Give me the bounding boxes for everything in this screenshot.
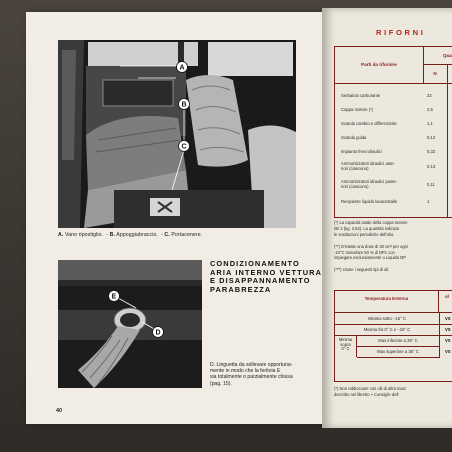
marker-c-label: C <box>181 143 187 151</box>
refill-table <box>334 46 452 218</box>
row-value: 1 <box>427 199 430 204</box>
refill-table-header-blank <box>447 65 452 84</box>
note-line: (***) Usare i seguenti tipi di oli: <box>334 267 390 273</box>
row-value: 0,11 <box>427 182 435 187</box>
heading-line-4: PARABREZZA <box>210 284 272 294</box>
merged-label-line: sopra <box>340 341 351 347</box>
caption-b-text: Appoggiabraccio. <box>116 232 158 238</box>
footer-notes <box>334 386 452 398</box>
car-interior-photo <box>58 40 296 228</box>
sub-row-label: Max inferiore a 35° C <box>357 335 440 347</box>
heading-line-3: E DISAPPANNAMENTO <box>210 276 311 286</box>
row-label: Ammortizzatori idraulici poste- <box>341 179 398 184</box>
row-value: 1,1 <box>427 121 433 126</box>
description-line-1: D. Linguetta da sollevare opportuna- <box>210 362 293 368</box>
caption-b-letter: B. <box>109 232 116 238</box>
section-description <box>210 362 320 387</box>
note-line: le sostituzioni periodiche dell'olio. <box>334 231 395 237</box>
row-label: Coppa motore (*) <box>341 107 374 112</box>
sub-row-value: VS <box>445 338 451 343</box>
refill-table-header-qty: Qua <box>423 47 452 65</box>
marker-b-label: B <box>181 101 187 109</box>
oil-table <box>334 290 452 382</box>
sub-row-label: Max superiore a 35° C <box>357 346 440 358</box>
row-label: Serbatoio carburante <box>341 93 381 98</box>
note-line: litri 2 (kg. 2,63). La quantità indicata <box>334 225 399 231</box>
merged-label-line: Minima <box>338 337 353 342</box>
description-line-3: sia totalmente o parzialmente chiusa <box>210 374 293 381</box>
row-label: riori (ciascuno) <box>341 166 369 171</box>
table-notes <box>334 220 452 273</box>
note-line: impiegare esclusivamente o Liquido DP <box>334 255 406 261</box>
caption-c-text: Portacenere. <box>171 232 203 238</box>
sub-row-value: VS <box>445 349 451 354</box>
note-line: (**) D'estate una dose di 30 cm³ per ogni <box>334 243 408 249</box>
row-value: 22 <box>427 93 432 98</box>
heading-line-2: ARIA INTERNO VETTURA <box>210 267 323 277</box>
row-label: Minima fra 0° C e −15° C <box>335 324 440 335</box>
heading-line-1: CONDIZIONAMENTO <box>210 259 300 268</box>
refill-table-header-n: N <box>423 65 448 84</box>
refill-table-header-parts: Parti da rifornire <box>335 47 424 84</box>
row-value: 0,32 <box>427 149 436 154</box>
caption-a-letter: A. <box>58 232 64 238</box>
row-label: Impianto freni idraulici <box>341 149 382 154</box>
row-value: 0,12 <box>427 135 436 140</box>
marker-d-label: D <box>155 329 161 337</box>
row-value: 0,13 <box>427 164 436 169</box>
marker-e-label: E <box>111 293 117 301</box>
merged-label-line: 0° C <box>341 346 350 352</box>
note-line: -10°C miscelare 50 % di DP1 con <box>334 249 395 255</box>
row-label: Ammortizzatori idraulici ante- <box>341 161 395 166</box>
page-number: 40 <box>56 408 62 414</box>
note-line: (*) La capacità totale della coppa motore <box>334 220 408 225</box>
row-label: Minima sotto −15° C <box>335 313 440 324</box>
marker-a-label: A <box>179 64 185 72</box>
air-vent-illustration <box>58 260 202 388</box>
footer-line: descritto nel libretto « Consigli» dell <box>334 391 399 397</box>
row-value: 2,5 <box>427 107 433 112</box>
description-line-4: (pag. 15). <box>210 380 232 387</box>
row-label: Scatola cambio e differenziale <box>341 121 397 126</box>
footer-line: (*) Non rabboccare con olii di altra marc <box>334 386 407 391</box>
row-value: VS <box>445 327 451 332</box>
photo-caption: A. Vano ripostiglio. - B. Appoggiabraccio. - C. Portacenere. <box>58 232 203 238</box>
refill-table-divider <box>447 83 448 217</box>
car-interior-illustration <box>58 40 296 228</box>
air-vent-photo <box>58 260 202 388</box>
oil-table-header-oil: ol <box>439 291 452 313</box>
merged-temp-label <box>335 335 357 357</box>
right-page <box>322 8 452 428</box>
caption-a-text: Vano ripostiglio. <box>64 232 104 238</box>
description-line-2: mente in modo che la feritoia E <box>210 368 281 375</box>
row-value: VS <box>445 316 451 321</box>
caption-c-letter: C. <box>164 232 170 238</box>
section-heading <box>210 259 323 294</box>
row-label: Scatola guida <box>341 135 367 140</box>
row-label: Recipiente liquido lavacristallo <box>341 199 398 204</box>
left-page <box>26 12 326 424</box>
row-label: riori (ciascuno) <box>341 184 369 189</box>
right-page-title: RIFORNI <box>376 28 426 37</box>
oil-table-header-temp: Temperatura Esterna <box>335 291 439 313</box>
